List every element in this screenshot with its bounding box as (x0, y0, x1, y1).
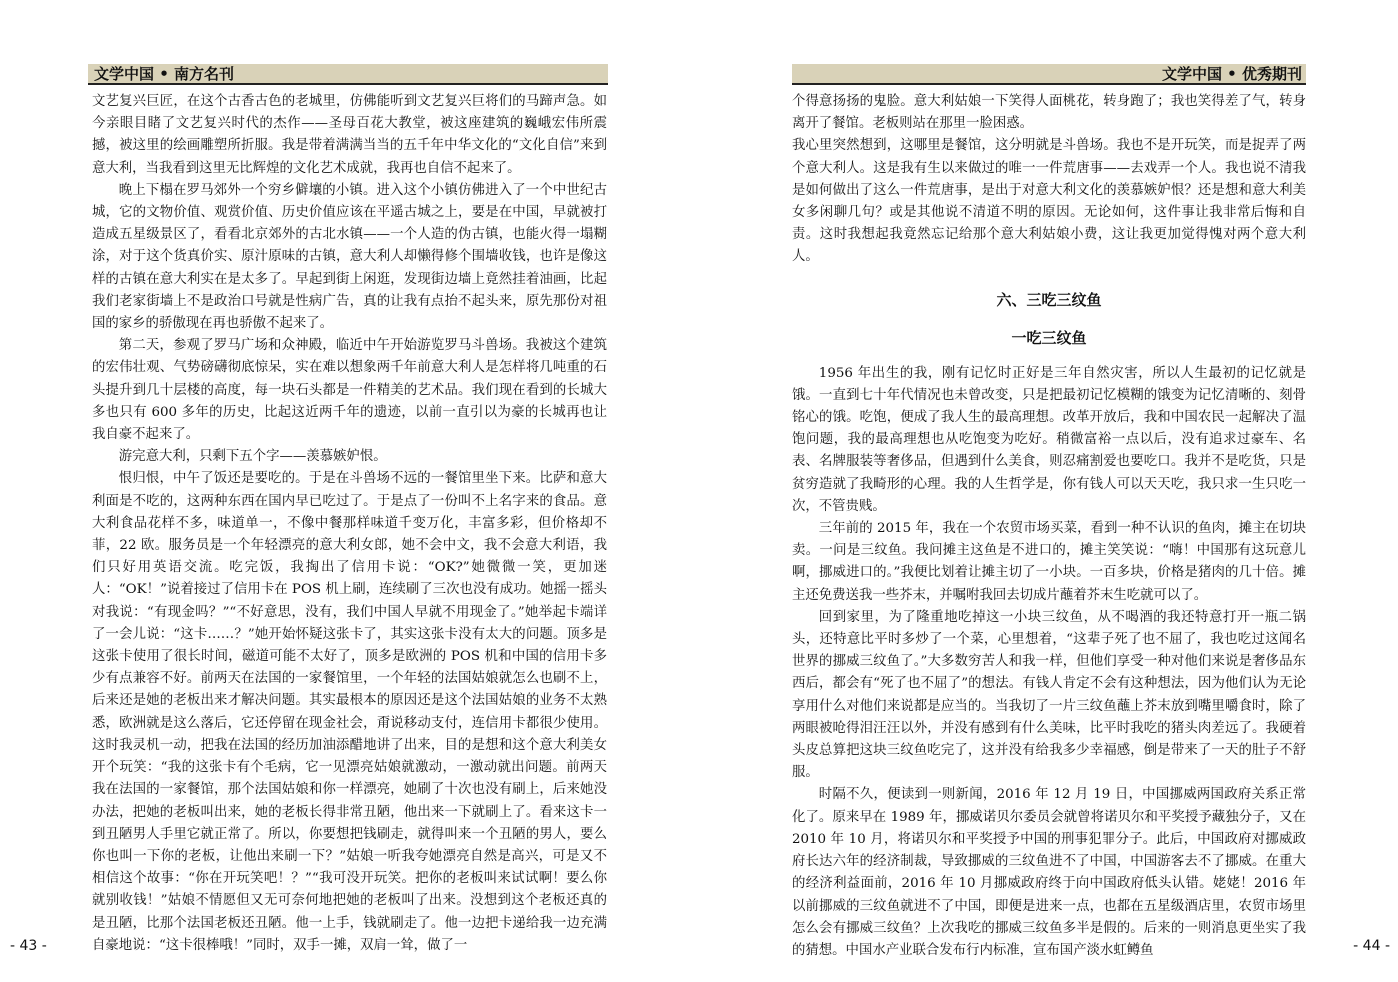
right-page-number: - 44 - (1353, 938, 1390, 954)
paragraph: 文艺复兴巨匠，在这个古香古色的老城里，仿佛能听到文艺复兴巨将们的马蹄声急。如今亲眼目睹了文艺复兴时代的杰作——圣母百花大教堂，被这座建筑的巍峨宏伟所震撼，被这里的绘画雕塑所折服。我是带着满满当当的五千年中华文化的“文化自信”来到意大利，当我看到这里无比辉煌的文化艺术成就，我再也自信不起来了。 (92, 94, 607, 176)
left-page-header: 文学中国 • 南方名刊 (88, 64, 608, 85)
paragraph: 时隔不久，便读到一则新闻，2016 年 12 月 19 日，中国挪威两国政府关系正常化了。原来早在 1989 年，挪威诺贝尔委员会就曾将诺贝尔和平奖授予藏独分子，又在 2010 年 10 月，将诺贝尔和平奖授予中国的刑事犯罪分子。此后，中国政府对挪威政府长达六年的经济制裁，导致挪威的三纹鱼进不了中国，中国游客去不了挪威。在重大的经济利益面前，2016 年 10 月挪威政府终于向中国政府低头认错。姥姥！2016 年以前挪威的三纹鱼就进不了中国，即便是进来一点，也都在五星级酒店里，农贸市场里怎么会有挪威三纹鱼？上次我吃的挪威三纹鱼多半是假的。后来的一则消息更坐实了我的猜想。中国水产业联合发布行内标准，宣布国产淡水虹鳟鱼 (792, 787, 1306, 958)
left-page-body (92, 91, 607, 957)
paragraph: 游完意大利，只剩下五个字——羡慕嫉妒恨。 (118, 449, 387, 465)
paragraph: 晚上下榻在罗马郊外一个穷乡僻壤的小镇。进入这个小镇仿佛进入了一个中世纪古城，它的文物价值、观赏价值、历史价值应该在平遥古城之上，要是在中国，早就被打造成五星级景区了，看看北京郊外的古北水镇——一个人造的伪古镇，也能火得一塌糊涂，对于这个货真价实、原汁原味的古镇，意大利人却懒得修个围墙收钱，也许是像这样的古镇在意大利实在是太多了。早起到街上闲逛，发现街边墙上竟然挂着油画，比起我们老家街墙上不是政治口号就是性病广告，真的让我有点抬不起头来，原先那份对祖国的家乡的骄傲现在再也骄傲不起来了。 (92, 182, 607, 332)
paragraph: 个得意扬扬的鬼脸。意大利姑娘一下笑得人面桃花，转身跑了；我也笑得差了气，转身离开了餐馆。老板则站在那里一脸困惑。 (792, 94, 1306, 132)
paragraph: 三年前的 2015 年，我在一个农贸市场买菜，看到一种不认识的鱼肉，摊主在切块卖。一问是三纹鱼。我问摊主这鱼是不进口的，摊主笑笑说：“嗨！中国那有这玩意儿啊，挪威进口的。”我便比划着让摊主切了一小块。一百多块，价格是猪肉的几十倍。摊主还免费送我一些芥末，并嘱咐我回去切成片蘸着芥末生吃就可以了。 (792, 521, 1306, 603)
paragraph: 我心里突然想到，这哪里是餐馆，这分明就是斗兽场。我也不是开玩笑，而是捉弄了两个意大利人。这是我有生以来做过的唯一一件荒唐事——去戏弄一个人。我也说不清我是如何做出了这么一件荒唐事，是出于对意大利文化的羡慕嫉妒恨？还是想和意大利美女多闲聊几句？或是其他说不清道不明的原因。无论如何，这件事让我非常后悔和自责。这时我想起我竟然忘记给那个意大利姑娘小费，这让我更加觉得愧对两个意大利人。 (792, 138, 1306, 265)
paragraph: 恨归恨，中午了饭还是要吃的。于是在斗兽场不远的一餐馆里坐下来。比萨和意大利面是不吃的，这两种东西在国内早已吃过了。于是点了一份叫不上名字来的食品。意大利食品花样不多，味道单一，不像中餐那样味道千变万化，丰富多彩，但价格却不菲，22 欧。服务员是一个年轻漂亮的意大利女郎，她不会中文，我不会意大利语，我们只好用英语交流。吃完饭，我掏出了信用卡说：“OK?”她微微一笑，更加迷人：“OK！”说着接过了信用卡在 POS 机上刷，连续刷了三次也没有成功。她摇一摇头对我说：“有现金吗？”“不好意思，没有，我们中国人早就不用现金了。”她举起卡端详了一会儿说：“这卡……？”她开始怀疑这张卡了，其实这张卡没有太大的问题。顶多是这张卡使用了很长时间，磁道可能不太好了，顶多是欧洲的 POS 机和中国的信用卡多少有点兼容不好。前两天在法国的一家餐馆里，一个年轻的法国姑娘就怎么也刷不上，后来还是她的老板出来才解决问题。其实最根本的原因还是这个法国姑娘的业务不太熟悉，欧洲就是这么落后，它还停留在现金社会，甭说移动支付，连信用卡都很少使用。这时我灵机一动，把我在法国的经历加油添醋地讲了出来，目的是想和这个意大利美女开个玩笑：“我的这张卡有个毛病，它一见漂亮姑娘就激动，一激动就出问题。前两天我在法国的一家餐馆，那个法国姑娘和你一样漂亮，她刷了十次也没有刷上，后来她没办法，把她的老板叫出来，她的老板长得非常丑陋，他出来一下就刷上了。看来这卡一到丑陋男人手里它就正常了。所以，你要想把钱刷走，就得叫来一个丑陋的男人，要么你也叫一下你的老板，让他出来刷一下？”姑娘一听我夸她漂亮自然是高兴，可是又不相信这个故事：“你在开玩笑吧！？”“我可没开玩笑。把你的老板叫来试试啊！要么你就别收钱！”姑娘不情愿但又无可奈何地把她的老板叫了出来。没想到这个老板还真的是丑陋，比那个法国老板还丑陋。他一上手，钱就刷走了。他一边把卡递给我一边充满自豪地说：“这卡很棒哦！”同时，双手一摊，双肩一耸，做了一 (92, 471, 607, 953)
right-page (699, 0, 1398, 982)
paragraph: 回到家里，为了隆重地吃掉这一小块三纹鱼，从不喝酒的我还特意打开一瓶二锅头，还特意比平时多炒了一个菜，心里想着，“这辈子死了也不屈了，我也吃过这闻名世界的挪威三纹鱼了。”大多数穷苦人和我一样，但他们享受一种对他们来说是奢侈品东西后，都会有“死了也不屈了”的想法。有钱人肯定不会有这种想法，因为他们认为无论享用什么对他们来说都是应当的。当我切了一片三纹鱼蘸上芥末放到嘴里嚼食时，除了两眼被呛得泪汪汪以外，并没有感到有什么美味，比平时我吃的猪头肉差远了。我硬着头皮总算把这块三纹鱼吃完了，这并没有给我多少幸福感，倒是带来了一天的肚子不舒服。 (792, 609, 1306, 781)
subsection-title: 一吃三纹鱼 (1011, 328, 1087, 347)
paragraph: 1956 年出生的我，刚有记忆时正好是三年自然灾害，所以人生最初的记忆就是饿。一直到七十年代情况也未曾改变，只是把最初记忆模糊的饿变为记忆清晰的、刻骨铭心的饿。吃饱，便成了我人生的最高理想。改革开放后，我和中国农民一起解决了温饱问题，我的最高理想也从吃饱变为吃好。稍微富裕一点以后，没有追求过豪车、名表、名牌服装等奢侈品，但遇到什么美食，则忍痛割爱也要吃口。我并不是吃货，只是贫穷造就了我畸形的心理。我的人生哲学是，你有钱人可以天天吃，我只求一生只吃一次，不管贵贱。 (792, 365, 1306, 514)
paragraph: 第二天，参观了罗马广场和众神殿，临近中午开始游览罗马斗兽场。我被这个建筑的宏伟壮观、气势磅礴彻底惊呆，实在难以想象两千年前意大利人是怎样将几吨重的石头提升到几十层楼的高度，每一块石头都是一件精美的艺术品。我们现在看到的长城大多也只有 600 多年的历史，比起这近两千年的遗迹，以前一直引以为豪的长城再也让我自豪不起来了。 (92, 338, 607, 443)
section-title: 六、三吃三纹鱼 (996, 290, 1102, 309)
left-page-number: - 43 - (10, 938, 47, 954)
right-page-body (792, 91, 1306, 962)
right-page-header: 文学中国 • 优秀期刊 (792, 64, 1306, 85)
